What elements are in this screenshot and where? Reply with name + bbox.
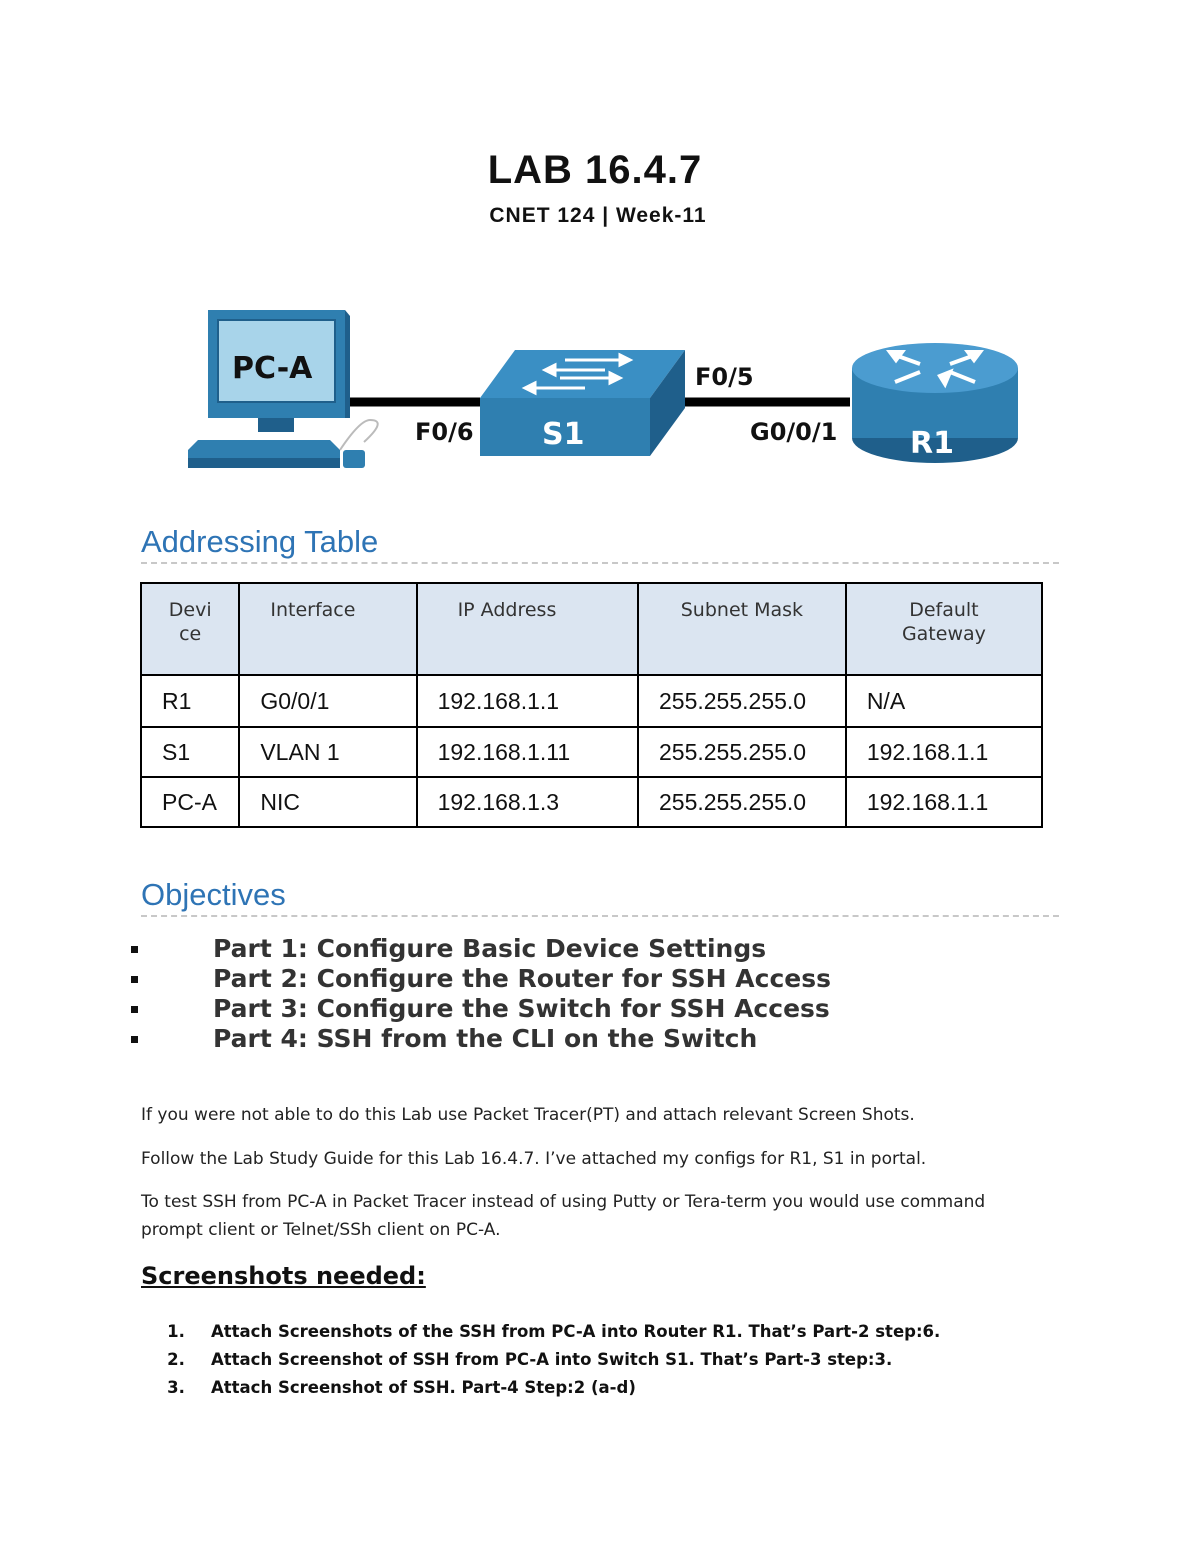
table-cell: 192.168.1.1: [846, 777, 1042, 827]
screenshots-heading: Screenshots needed:: [141, 1262, 426, 1290]
square-bullet-icon: [131, 1036, 138, 1043]
column-header-ip-address: IP Address: [417, 583, 638, 675]
screenshots-list: [141, 1318, 940, 1402]
objectives-heading: Objectives: [141, 877, 1059, 917]
table-cell: 255.255.255.0: [638, 675, 846, 727]
port-label-f0-5: F0/5: [695, 363, 754, 391]
table-cell: G0/0/1: [239, 675, 416, 727]
column-header-device: Devi ce: [141, 583, 239, 675]
pc-a-label: PC-A: [232, 351, 313, 386]
table-row: [141, 777, 1042, 827]
table-row: [141, 675, 1042, 727]
list-item: 1. Attach Screenshots of the SSH from PC-A into Router R1. That’s Part-2 step:6.: [141, 1318, 940, 1346]
note-paragraph: To test SSH from PC-A in Packet Tracer instead of using Putty or Tera-term you would use command prompt client or Telnet/SSh client on PC-A.: [141, 1192, 986, 1240]
table-row: [141, 727, 1042, 777]
list-item: 3. Attach Screenshot of SSH. Part-4 Step:2 (a-d): [141, 1374, 940, 1402]
table-cell: 192.168.1.11: [417, 727, 638, 777]
list-item: Part 3: Configure the Switch for SSH Access: [131, 994, 831, 1024]
square-bullet-icon: [131, 976, 138, 983]
addressing-table: [140, 582, 1043, 828]
table-cell: PC-A: [141, 777, 239, 827]
table-cell: 192.168.1.3: [417, 777, 638, 827]
list-item: Part 2: Configure the Router for SSH Access: [131, 964, 831, 994]
square-bullet-icon: [131, 946, 138, 953]
column-header-subnet-mask: Subnet Mask: [638, 583, 846, 675]
table-cell: VLAN 1: [239, 727, 416, 777]
list-item: Part 1: Configure Basic Device Settings: [131, 934, 831, 964]
table-cell: 192.168.1.1: [846, 727, 1042, 777]
column-header-default-gateway: Default Gateway: [846, 583, 1042, 675]
port-label-g0-0-1: G0/0/1: [750, 418, 838, 446]
document-title: LAB 16.4.7: [487, 148, 703, 192]
addressing-table-heading: Addressing Table: [141, 524, 1059, 564]
table-cell: N/A: [846, 675, 1042, 727]
objectives-list: [131, 934, 831, 1054]
square-bullet-icon: [131, 1006, 138, 1013]
list-item: 2. Attach Screenshot of SSH from PC-A into Switch S1. That’s Part-3 step:3.: [141, 1346, 940, 1374]
course-subtitle: CNET 124 | Week-11: [489, 204, 707, 227]
list-number: 1.: [167, 1322, 185, 1341]
pc-a-icon: [188, 310, 378, 468]
table-header-row: [141, 583, 1042, 675]
column-header-interface: Interface: [239, 583, 416, 675]
table-cell: 192.168.1.1: [417, 675, 638, 727]
port-label-f0-6: F0/6: [415, 418, 474, 446]
list-number: 3.: [167, 1378, 185, 1397]
table-cell: NIC: [239, 777, 416, 827]
switch-s1-label: S1: [542, 417, 585, 452]
list-number: 2.: [167, 1350, 185, 1369]
table-cell: S1: [141, 727, 239, 777]
table-cell: 255.255.255.0: [638, 777, 846, 827]
list-item: Part 4: SSH from the CLI on the Switch: [131, 1024, 831, 1054]
table-cell: R1: [141, 675, 239, 727]
table-cell: 255.255.255.0: [638, 727, 846, 777]
note-paragraph: Follow the Lab Study Guide for this Lab 16.4.7. I’ve attached my configs for R1, S1 in portal.: [141, 1149, 927, 1169]
router-r1-label: R1: [910, 426, 954, 461]
note-paragraph: If you were not able to do this Lab use Packet Tracer(PT) and attach relevant Screen Shots.: [141, 1105, 915, 1125]
network-topology-diagram: [180, 300, 1030, 490]
